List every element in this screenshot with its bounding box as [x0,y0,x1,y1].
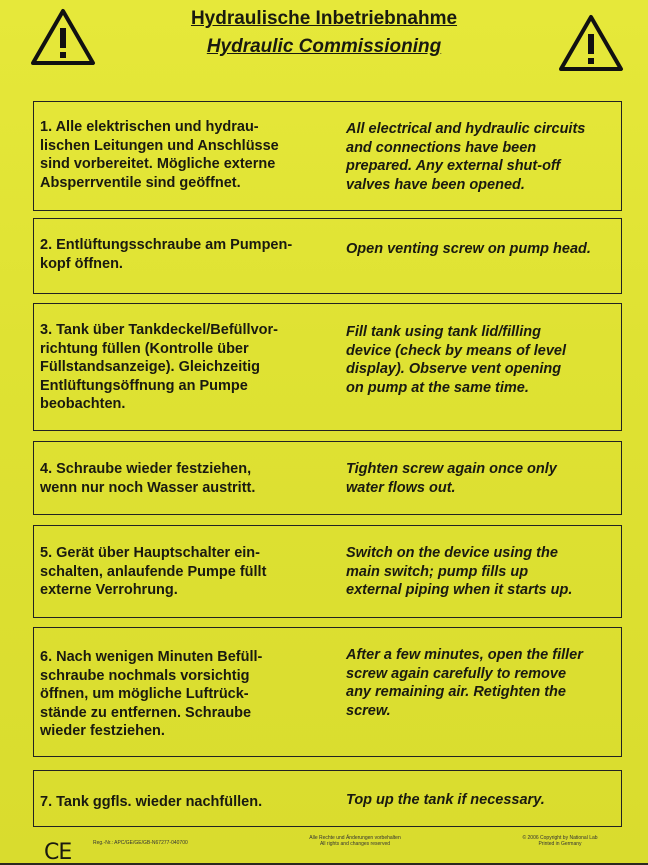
step-text-english: Tighten screw again once only water flows out. [346,461,557,496]
title-german: Hydraulische Inbetriebnahme [190,8,458,29]
step-text-german: 7. Tank ggfls. wieder nachfüllen. [40,794,263,810]
step-text-german: 3. Tank über Tankdeckel/Befüllvor- richtung füllen (Kontrolle über Füllstandsanzeige). Gleichzeitig Entlüftungsöffnung an Pumpe beobachten. [40,322,278,412]
title-english: Hydraulic Commissioning [206,36,442,57]
printed-in-text: Printed in Germany [538,841,582,847]
step-text-german: 4. Schraube wieder festziehen, wenn nur noch Wasser austritt. [40,461,256,496]
step-box [33,770,622,827]
step-text-english: After a few minutes, open the filler screw again carefully to remove any remaining air. Retighten the screw. [346,647,583,719]
step-box [33,218,622,294]
rights-german: Alle Rechte und Änderungen vorbehalten [309,835,401,841]
rights-english: All rights and changes reserved [319,841,391,847]
step-text-german: 6. Nach wenigen Minuten Befüll- schraube nochmals vorsichtig öffnen, um mögliche Luftrück- stände zu entfernen. Schraube wieder festziehen. [40,649,263,739]
copyright-notice [505,835,615,847]
step-box [33,101,622,211]
step-text-english: All electrical and hydraulic circuits and connections have been prepared. Any external shut-off valves have been opened. [346,121,586,193]
step-box [33,525,622,618]
step-box [33,627,622,757]
step-text-german: 2. Entlüftungsschraube am Pumpen- kopf öffnen. [40,237,293,272]
step-box [33,303,622,431]
rights-notice [290,835,420,847]
step-box [33,441,622,515]
registration-number: Reg.-Nr.: APC/GE/GE/GB-N67277-040700 [93,840,188,846]
copyright-text: © 2006 Copyright by National Lab [522,835,598,841]
step-text-german: 1. Alle elektrischen und hydrau- lischen Leitungen und Anschlüsse sind vorbereitet. Mögliche externe Absperrventile sind geöffnet. [40,119,279,191]
ce-mark: CE [44,840,72,865]
step-text-english: Open venting screw on pump head. [346,241,591,257]
step-text-english: Top up the tank if necessary. [346,792,545,808]
step-text-english: Fill tank using tank lid/filling device (check by means of level display). Observe vent opening on pump at the same time. [346,324,567,396]
step-text-english: Switch on the device using the main switch; pump fills up external piping when it starts up. [346,545,573,598]
step-text-german: 5. Gerät über Hauptschalter ein- schalten, anlaufende Pumpe füllt externe Verrohrung. [40,545,267,598]
